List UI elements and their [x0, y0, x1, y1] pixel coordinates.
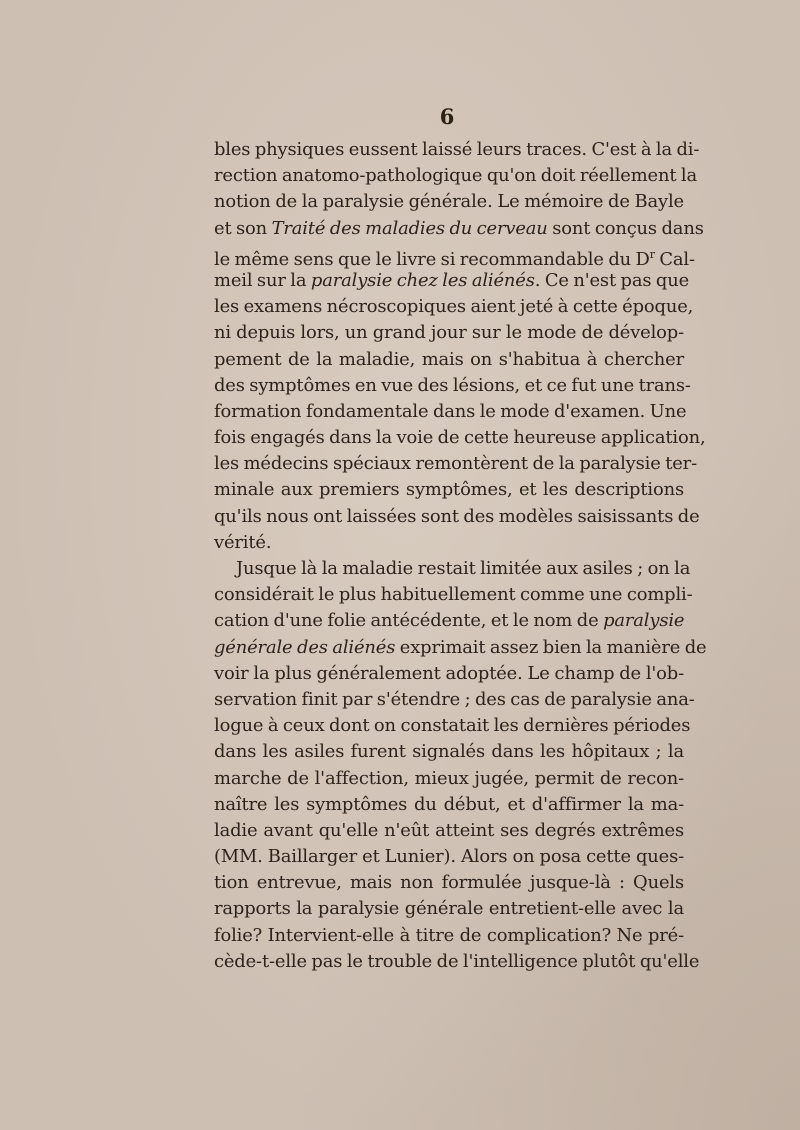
text-line: les examens nécroscopiques aient jeté à cette époque,	[214, 296, 694, 318]
text-line: meil sur la paralysie chez les aliénés. Ce n'est pas que	[214, 269, 690, 291]
text-line: Jusque là la maladie restait limitée aux asiles ; on la	[236, 558, 691, 579]
text-line: les médecins spéciaux remontèrent de la paralysie ter-	[214, 453, 697, 475]
text-line: folie? Intervient-elle à titre de complication? Ne pré-	[214, 924, 684, 946]
text-line: rapports la paralysie générale entretient-elle avec la	[214, 898, 684, 920]
text-line: vérité.	[214, 531, 272, 553]
text-line: et son Traité des maladies du cerveau sont conçus dans	[214, 217, 704, 239]
text-line: générale des aliénés exprimait assez bien la manière de	[214, 636, 707, 658]
text-line: dans les asiles furent signalés dans les hôpitaux ; la	[214, 741, 684, 763]
text-line: ni depuis lors, un grand jour sur le mode de dévelop-	[214, 322, 684, 344]
text-line: logue à ceux dont on constatait les dernières périodes	[214, 715, 691, 737]
text-line: considérait le plus habituellement comme une compli-	[214, 584, 693, 606]
text-line: cède-t-elle pas le trouble de l'intelligence plutôt qu'elle	[214, 950, 700, 972]
text-line: naître les symptômes du début, et d'affirmer la ma-	[214, 793, 684, 815]
text-line: servation finit par s'étendre ; des cas de paralysie ana-	[214, 688, 695, 710]
text-line: (MM. Baillarger et Lunier). Alors on posa cette ques-	[214, 846, 684, 868]
text-line: notion de la paralysie générale. Le mémoire de Bayle	[214, 191, 684, 213]
body-text	[214, 137, 707, 975]
text-line: le même sens que le livre si recommandable du $D^r$ Cal-	[214, 247, 695, 270]
text-line: cation d'une folie antécédente, et le nom de paralysie	[214, 610, 685, 632]
text-line: fois engagés dans la voie de cette heureuse application,	[214, 427, 706, 449]
text-line: ladie avant qu'elle n'eût atteint ses degrés extrêmes	[214, 819, 684, 841]
page-number: 6	[439, 104, 455, 129]
text-line: des symptômes en vue des lésions, et ce fut une trans-	[214, 374, 691, 396]
text-line: minale aux premiers symptômes, et les descriptions	[214, 479, 684, 501]
text-line: marche de l'affection, mieux jugée, permit de recon-	[214, 767, 684, 789]
text-line: formation fondamentale dans le mode d'examen. Une	[214, 400, 687, 422]
text-line: tion entrevue, mais non formulée jusque-là : Quels	[214, 872, 684, 894]
text-line: pement de la maladie, mais on s'habitua à chercher	[214, 348, 684, 370]
text-line: rection anatomo-pathologique qu'on doit réellement la	[214, 165, 698, 187]
text-line: voir la plus généralement adoptée. Le champ de l'ob-	[214, 662, 684, 684]
text-line: qu'ils nous ont laissées sont des modèles saisissants de	[214, 505, 700, 527]
text-line: bles physiques eussent laissé leurs traces. C'est à la di-	[214, 139, 700, 160]
